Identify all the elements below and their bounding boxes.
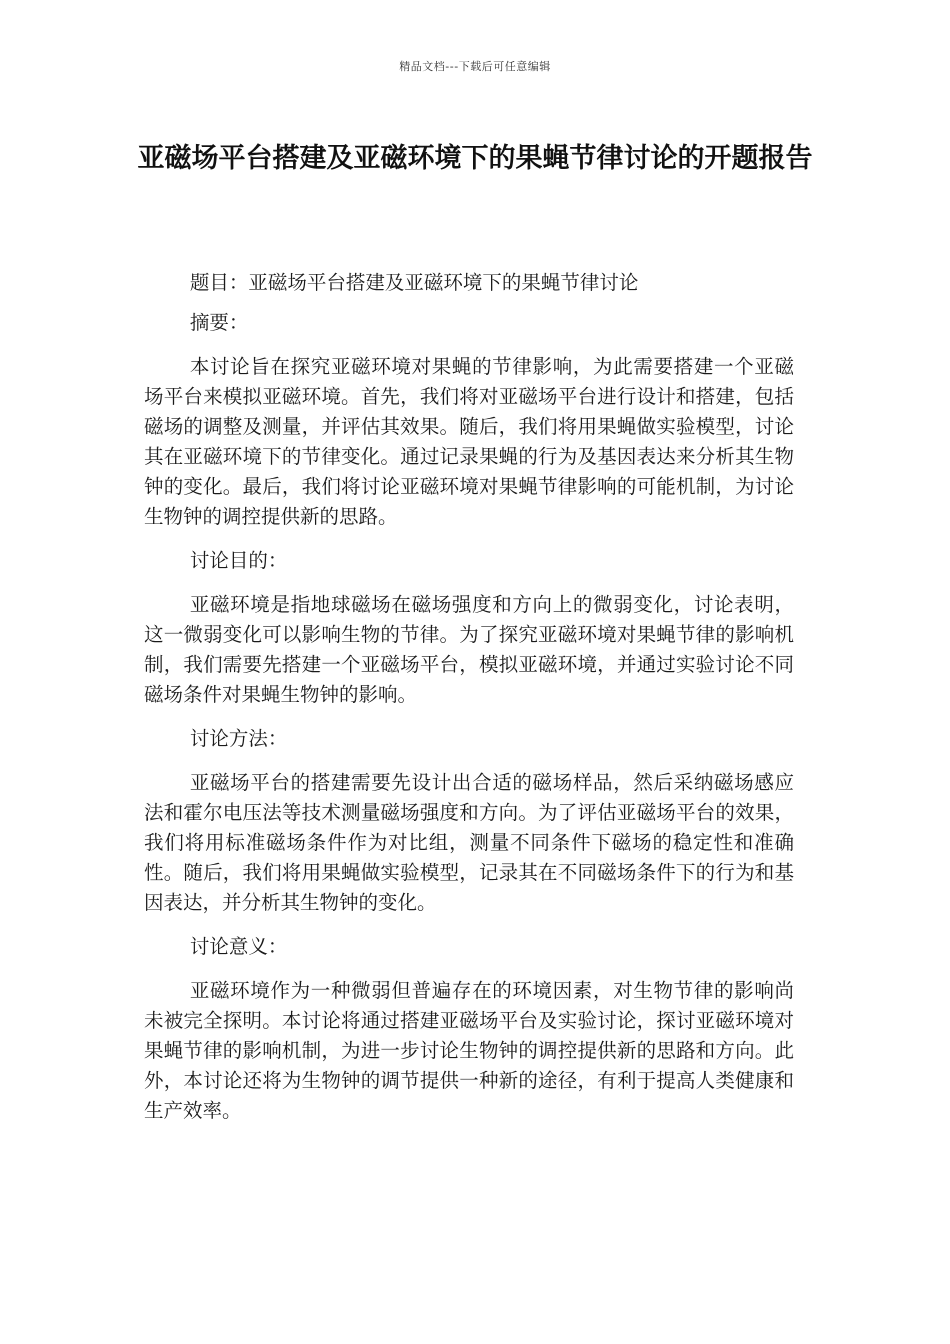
significance-label: 讨论意义： (189, 935, 288, 958)
document-body (144, 268, 794, 1126)
significance-paragraph: 亚磁环境作为一种微弱但普遍存在的环境因素，对生物节律的影响尚未被完全探明。本讨论将通过搭建亚磁场平台及实验讨论，探讨亚磁环境对果蝇节律的影响机制，为进一步讨论生物钟的调控提供新的思路和方向。此外，本讨论还将为生物钟的调节提供一种新的途径，有利于提高人类健康和生产效率。 (144, 979, 794, 1122)
abstract-paragraph: 本讨论旨在探究亚磁环境对果蝇的节律影响，为此需要搭建一个亚磁场平台来模拟亚磁环境。首先，我们将对亚磁场平台进行设计和搭建，包括磁场的调整及测量，并评估其效果。随后，我们将用果蝇做实验模型，讨论其在亚磁环境下的节律变化。通过记录果蝇的行为及基因表达来分析其生物钟的变化。最后，我们将讨论亚磁环境对果蝇节律影响的可能机制，为讨论生物钟的调控提供新的思路。 (144, 355, 794, 528)
header-note: 精品文档---下载后可任意编辑 (399, 60, 551, 73)
document-title: 亚磁场平台搭建及亚磁环境下的果蝇节律讨论的开题报告 (137, 143, 813, 174)
method-paragraph: 亚磁场平台的搭建需要先设计出合适的磁场样品，然后采纳磁场感应法和霍尔电压法等技术测量磁场强度和方向。为了评估亚磁场平台的效果，我们将用标准磁场条件作为对比组，测量不同条件下磁场的稳定性和准确性。随后，我们将用果蝇做实验模型，记录其在不同磁场条件下的行为和基因表达，并分析其生物钟的变化。 (144, 771, 794, 914)
purpose-label: 讨论目的： (189, 549, 288, 572)
method-label: 讨论方法： (189, 727, 288, 750)
abstract-label: 摘要： (189, 311, 249, 334)
topic-line: 题目：亚磁场平台搭建及亚磁环境下的果蝇节律讨论 (189, 271, 639, 294)
purpose-paragraph: 亚磁环境是指地球磁场在磁场强度和方向上的微弱变化，讨论表明，这一微弱变化可以影响生物的节律。为了探究亚磁环境对果蝇节律的影响机制，我们需要先搭建一个亚磁场平台，模拟亚磁环境，并通过实验讨论不同磁场条件对果蝇生物钟的影响。 (144, 593, 794, 706)
